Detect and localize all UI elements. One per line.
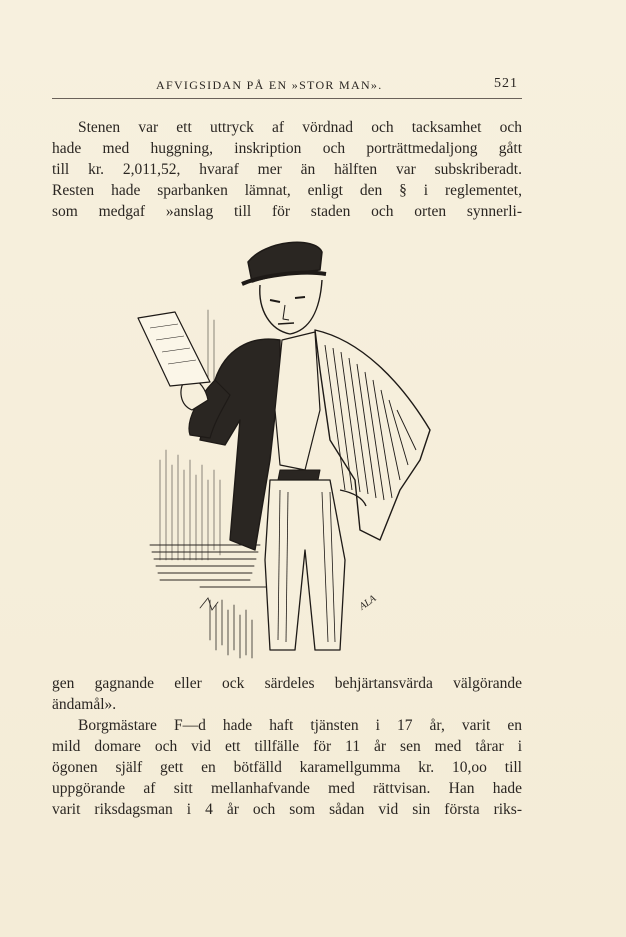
man-reading-letter-illustration [130,230,440,660]
text-line: hade med huggning, inskription och porträttmedaljong gått [52,140,522,157]
text-line: ändamål». [52,696,117,713]
svg-text:ALA: ALA [357,593,379,613]
text-line: mild domare och vid ett tillfälle för 11 år sen med tårar i [52,738,522,755]
stone-step [150,545,270,587]
page-number: 521 [494,76,518,91]
text-line: ögonen själf gett en bötfälld karamellgumma kr. 10,oo till [52,759,522,776]
ground-strokes [200,598,252,658]
page-header [52,76,522,99]
text-line: gen gagnande eller ock särdeles behjärtansvärda välgörande [52,675,522,692]
text-line: som medgaf »anslag till för staden och orten synnerli- [52,203,522,220]
top-paragraph [52,117,522,222]
text-line: Borgmästare F—d hade haft tjänsten i 17 år, varit en [78,717,522,734]
artist-signature [357,593,379,613]
bottom-paragraphs [52,673,522,820]
text-line: uppgörande af sitt mellanhafvande med rättvisan. Han hade [52,780,522,797]
text-line: till kr. 2,011,52, hvaraf mer än hälften var subskriberadt. [52,161,522,178]
standing-man [138,242,430,650]
text-line: Stenen var ett uttryck af vördnad och tacksamhet och [78,119,522,136]
text-line: Resten hade sparbanken lämnat, enligt den § i reglementet, [52,182,522,199]
running-head: AFVIGSIDAN PÅ EN »STOR MAN». [156,78,383,92]
text-line: varit riksdagsman i 4 år och som sådan vid sin första riks- [52,801,522,818]
